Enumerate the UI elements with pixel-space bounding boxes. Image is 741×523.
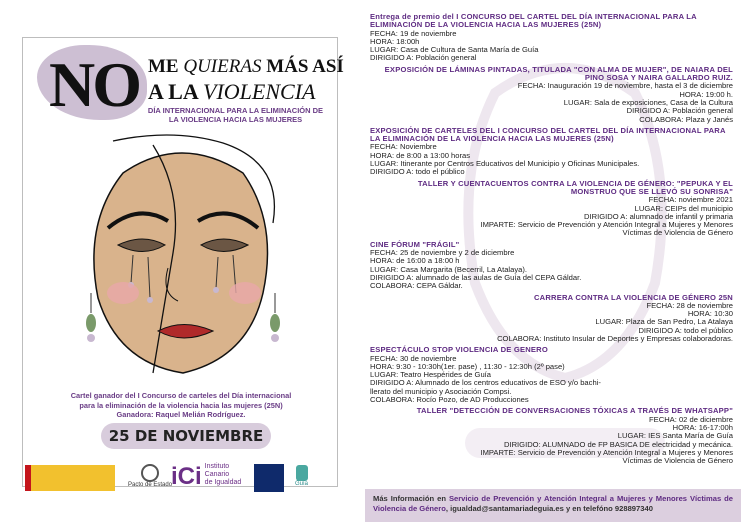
event-item: [365, 180, 741, 238]
event-detail: FECHA: 02 de diciembre: [649, 414, 733, 424]
event-detail: LUGAR: CEIPs del municipio: [634, 203, 733, 213]
event-detail: COLABORA: Plaza y Janés: [639, 114, 733, 124]
gobierno-espana-logo: [25, 465, 115, 491]
event-detail: HORA: de 8:00 a 13:00 horas: [370, 150, 471, 160]
event-title: Entrega de premio del I CONCURSO DEL CARTEL DEL DÍA INTERNACIONAL PARA LA ELIMINACIÓN DE LA VIOLENCIA HACIA LAS MUJERES (25N): [370, 12, 697, 30]
event-detail: FECHA: 28 de noviembre: [646, 300, 733, 310]
event-detail: DIRIGIDO A: Alumnado de los centros educativos de ESO y/o bachi-: [370, 378, 601, 388]
event-detail: DIRIGIDO A: Población general: [626, 106, 733, 116]
event-detail: FECHA: Noviembre: [370, 142, 437, 152]
event-detail: LUGAR: Casa Margarita (Becerril, La Atalaya).: [370, 264, 527, 274]
poster-no: NO: [49, 49, 139, 120]
event-detail: DIRIGIDO A: Población general: [370, 53, 477, 63]
event-title: CINE FÓRUM "FRÁGIL": [370, 239, 460, 249]
event-item: [365, 127, 741, 177]
winning-poster: [22, 37, 344, 490]
event-item: [365, 66, 741, 124]
face-illustration: [53, 133, 313, 388]
program-panel: [365, 13, 741, 523]
event-detail: FECHA: 19 de noviembre: [370, 28, 457, 38]
event-detail: LUGAR: Plaza de San Pedro, La Atalaya: [595, 317, 733, 327]
event-title: CARRERA CONTRA LA VIOLENCIA DE GÉNERO 25N: [533, 292, 733, 302]
event-detail: HORA: de 16:00 a 18:00 h: [370, 256, 460, 266]
event-detail: DIRIGIDO A: alumnado de las aulas de Guía del CEPA Gáldar.: [370, 272, 582, 282]
event-detail: DIRIGIDO A: alumnado de infantil y primaria: [584, 211, 733, 221]
event-detail: HORA: 16-17:00h: [672, 422, 733, 432]
poster-title-line1: ME QUIERAS MÁS ASÍ: [148, 56, 344, 77]
event-detail: Víctimas de Violencia de Género: [622, 228, 733, 238]
contact-footer: Más Información en Servicio de Prevención y Atención Integral a Mujeres y Menores Víctimas de Violencia de Género, igualdad@santamariadeguia.es y en telefóno 928897340: [365, 489, 741, 522]
event-title: TALLER Y CUENTACUENTOS CONTRA LA VIOLENCIA DE GÉNERO: "PEPUKA Y EL MONSTRUO QUE SE LLEVÓ SU SONRISA": [417, 178, 733, 196]
poster-subtitle: DÍA INTERNACIONAL PARA LA ELIMINACIÓN DE LA VIOLENCIA HACIA LAS MUJERES: [147, 106, 324, 124]
event-detail: FECHA: noviembre 2021: [648, 195, 733, 205]
event-detail: IMPARTE: Servicio de Prevención y Atención Integral a Mujeres y Menores: [480, 220, 733, 230]
event-detail: DIRIGIDO A: todo el público: [638, 325, 733, 335]
cabildo-logo: [254, 464, 284, 492]
event-detail: HORA: 9:30 - 10:30h(1er. pase) , 11:30 - 12:30h (2º pase): [370, 361, 565, 371]
event-detail: FECHA: 30 de noviembre: [370, 353, 457, 363]
ici-logo: iCi Instituto Canario de Igualdad: [171, 463, 242, 490]
event-detail: COLABORA: Instituto Insular de Deportes y Empresas colaboradoras.: [497, 333, 733, 343]
event-item: [365, 294, 741, 344]
event-detail: LUGAR: Teatro Hespérides de Guía: [370, 370, 491, 380]
event-detail: FECHA: 25 de noviembre y 2 de diciembre: [370, 248, 515, 258]
guia-logo: Guía: [295, 465, 308, 487]
event-title: EXPOSICIÓN DE LÁMINAS PINTADAS, TITULADA "CON ALMA DE MUJER", DE NAIARA DEL PINO SOSA Y NAIRA GALLARDO RUIZ.: [384, 64, 733, 83]
poster-caption: Cartel ganador del I Concurso de carteles del Día internacional para la eliminación de la violencia hacia las mujeres (25N) Ganadora: Raquel Melián Rodríguez.: [70, 391, 292, 419]
event-detail: FECHA: Inauguración 19 de noviembre, hasta el 3 de diciembre: [517, 81, 733, 91]
event-title: EXPOSICIÓN DE CARTELES DEL I CONCURSO DEL CARTEL DEL DÍA INTERNACIONAL PARA LA ELIMINACIÓN DE LA VIOLENCIA HACIA LAS MUJERES (25N): [370, 125, 726, 144]
event-detail: HORA: 10:30: [687, 309, 733, 319]
event-detail: COLABORA: CEPA Gáldar.: [370, 281, 463, 291]
event-detail: DIRIGIDO A: todo el público: [370, 167, 465, 177]
sponsor-logos: [23, 459, 339, 494]
event-item: [365, 346, 741, 404]
event-detail: LUGAR: Casa de Cultura de Santa María de Guía: [370, 45, 539, 55]
event-detail: HORA: 18:00h: [370, 36, 420, 46]
event-detail: llerato del municipio y Asociación Compsi.: [370, 386, 512, 396]
event-title: TALLER "DETECCIÓN DE CONVERSACIONES TÓXICAS A TRAVÉS DE WHATSAPP": [416, 406, 733, 416]
pacto-estado-logo: Pacto de Estado: [128, 464, 172, 488]
event-item: [365, 241, 741, 291]
event-title: ESPECTÁCULO STOP VIOLENCIA DE GENERO: [370, 345, 548, 355]
event-detail: IMPARTE: Servicio de Prevención y Atención Integral a Mujeres y Menores: [480, 447, 733, 457]
event-detail: DIRIGIDO: ALUMNADO de FP BASICA DE electricidad y mecánica.: [503, 439, 733, 449]
event-item: [365, 407, 741, 465]
poster-date: 25 DE NOVIEMBRE: [101, 423, 271, 449]
event-detail: LUGAR: Itinerante por Centros Educativos del Municipio y Oficinas Municipales.: [370, 159, 640, 169]
event-detail: LUGAR: IES Santa María de Guía: [617, 431, 733, 441]
poster-title-line2: A LA VIOLENCIA: [148, 79, 316, 104]
event-detail: Víctimas de Violencia de Género: [622, 456, 733, 466]
event-detail: HORA: 19:00 h.: [679, 89, 733, 99]
event-detail: COLABORA: Rocío Pozo, de AD Producciones: [370, 395, 529, 405]
event-item: [365, 13, 741, 63]
event-list: [365, 13, 741, 465]
event-detail: LUGAR: Sala de exposiciones, Casa de la Cultura: [563, 97, 733, 107]
